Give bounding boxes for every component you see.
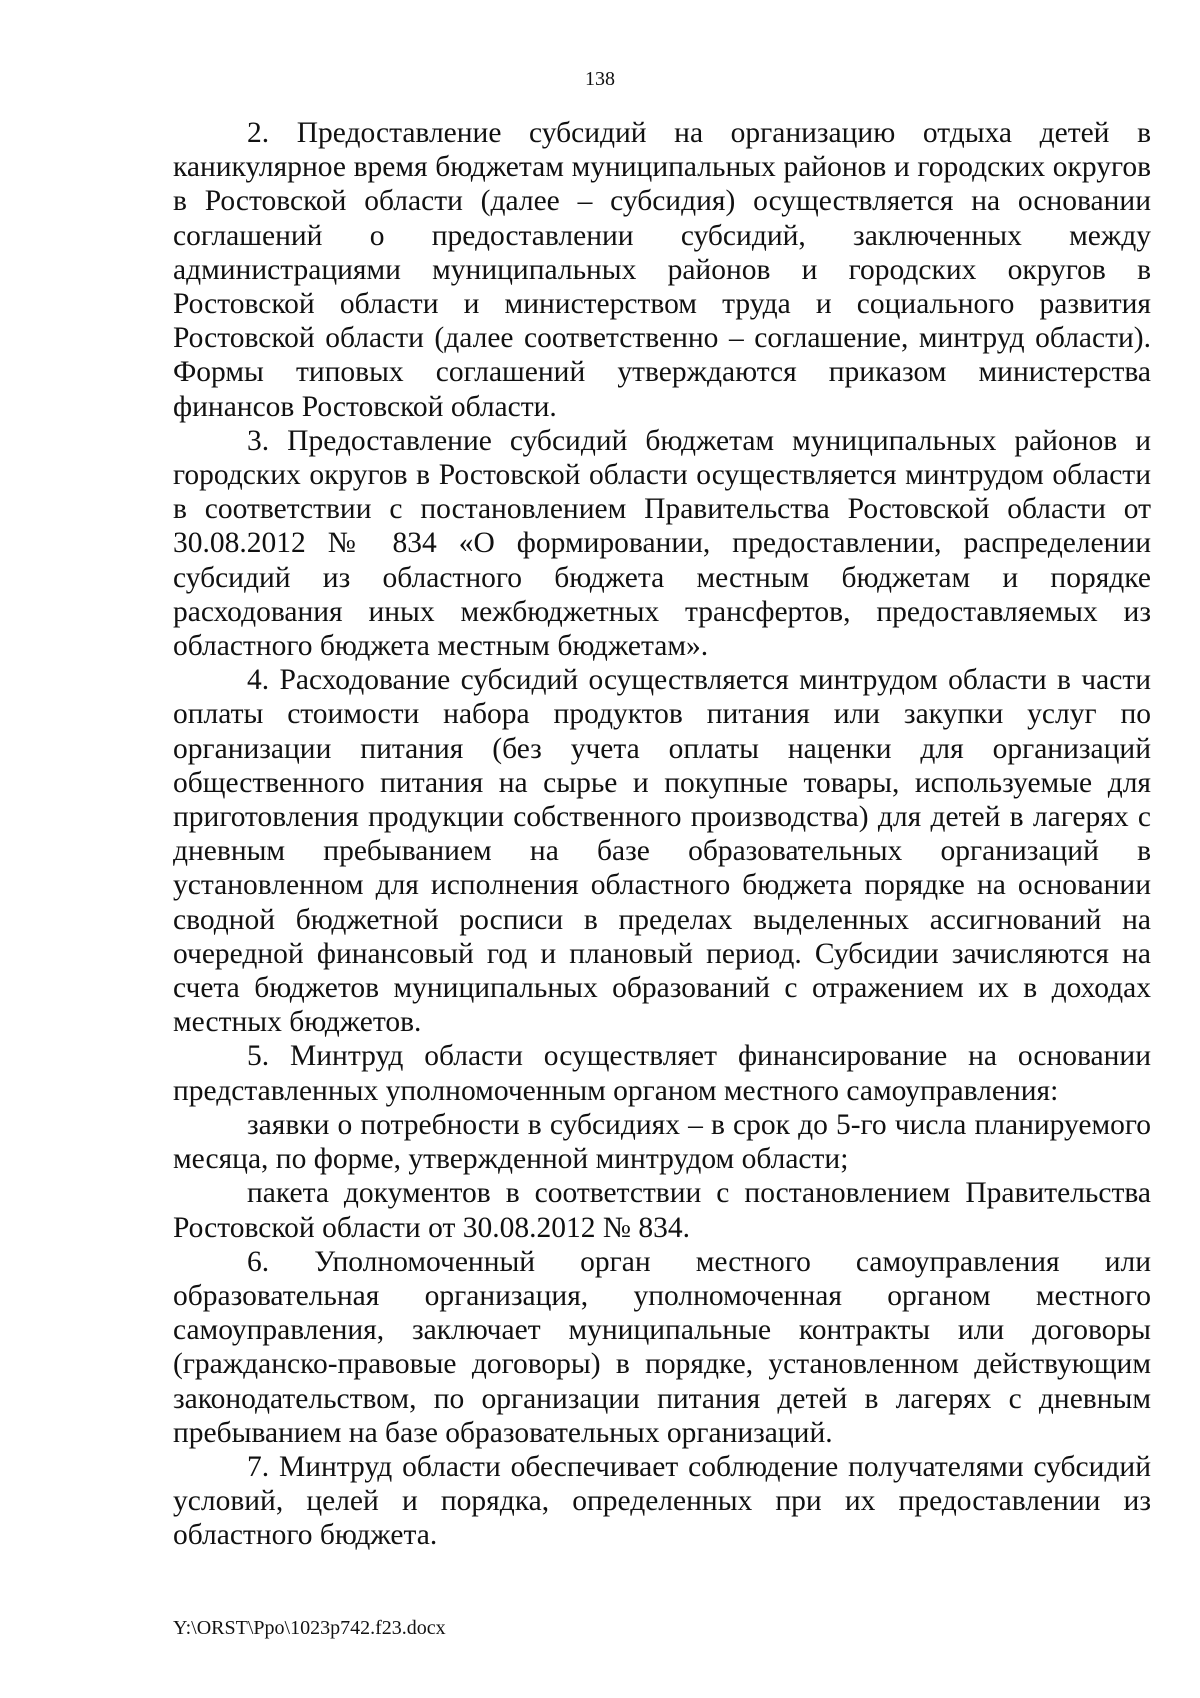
paragraph-item-5-documents: пакета документов в соответствии с постановлением Правительства Ростовской области от 30.08.2012 № 834. — [173, 1177, 1151, 1244]
paragraph-item-2: 2. Предоставление субсидий на организацию отдыха детей в каникулярное время бюджетам муниципальных районов и городских округов в Ростовской области (далее – субсидия) осуществляется на основании соглашений о предоставлении субсидий, заключенных между администрациями муниципальных районов и городских округов в Ростовской области и министерством труда и социального развития Ростовской области (далее соответственно – соглашение, минтруд области). Формы типовых соглашений утверждаются приказом министерства финансов Ростовской области. — [173, 117, 1151, 423]
paragraph-item-6: 6. Уполномоченный орган местного самоуправления или образовательная организация, уполномоченная органом местного самоуправления, заключает муниципальные контракты или договоры (гражданско-правовые договоры) в порядке, установленном действующим законодательством, по организации питания детей в лагерях с дневным пребыванием на базе образовательных организаций. — [173, 1245, 1151, 1449]
paragraph-item-3: 3. Предоставление субсидий бюджетам муниципальных районов и городских округов в Ростовской области осуществляется минтрудом области в соответствии с постановлением Правительства Ростовской области от 30.08.2012 № 834 «О формировании, предоставлении, распределении субсидий из областного бюджета местным бюджетам и порядке расходования иных межбюджетных трансфертов, предоставляемых из областного бюджета местным бюджетам». — [173, 424, 1151, 663]
paragraph-item-5: 5. Минтруд области осуществляет финансирование на основании представленных уполномоченным органом местного самоуправления: — [173, 1040, 1151, 1107]
paragraph-item-4: 4. Расходование субсидий осуществляется минтрудом области в части оплаты стоимости набора продуктов питания или закупки услуг по организации питания (без учета оплаты наценки для организаций общественного питания на сырье и покупные товары, используемые для приготовления продукции собственного производства) для детей в лагерях с дневным пребыванием на базе образовательных организаций в установленном для исполнения областного бюджета порядке на основании сводной бюджетной росписи в пределах выделенных ассигнований на очередной финансовый год и плановый период. Субсидии зачисляются на счета бюджетов муниципальных образований с отражением их в доходах местных бюджетов. — [173, 664, 1151, 1039]
paragraph-item-5-application: заявки о потребности в субсидиях – в срок до 5-го числа планируемого месяца, по форме, утвержденной минтрудом области; — [173, 1108, 1151, 1176]
paragraph-item-7: 7. Минтруд области обеспечивает соблюдение получателями субсидий условий, целей и порядка, определенных при их предоставлении из областного бюджета. — [173, 1450, 1151, 1552]
document-body — [173, 116, 1151, 1553]
footer-file-path: Y:\ORST\Ppo\1023p742.f23.docx — [173, 1617, 446, 1639]
page-number: 138 — [585, 68, 615, 90]
